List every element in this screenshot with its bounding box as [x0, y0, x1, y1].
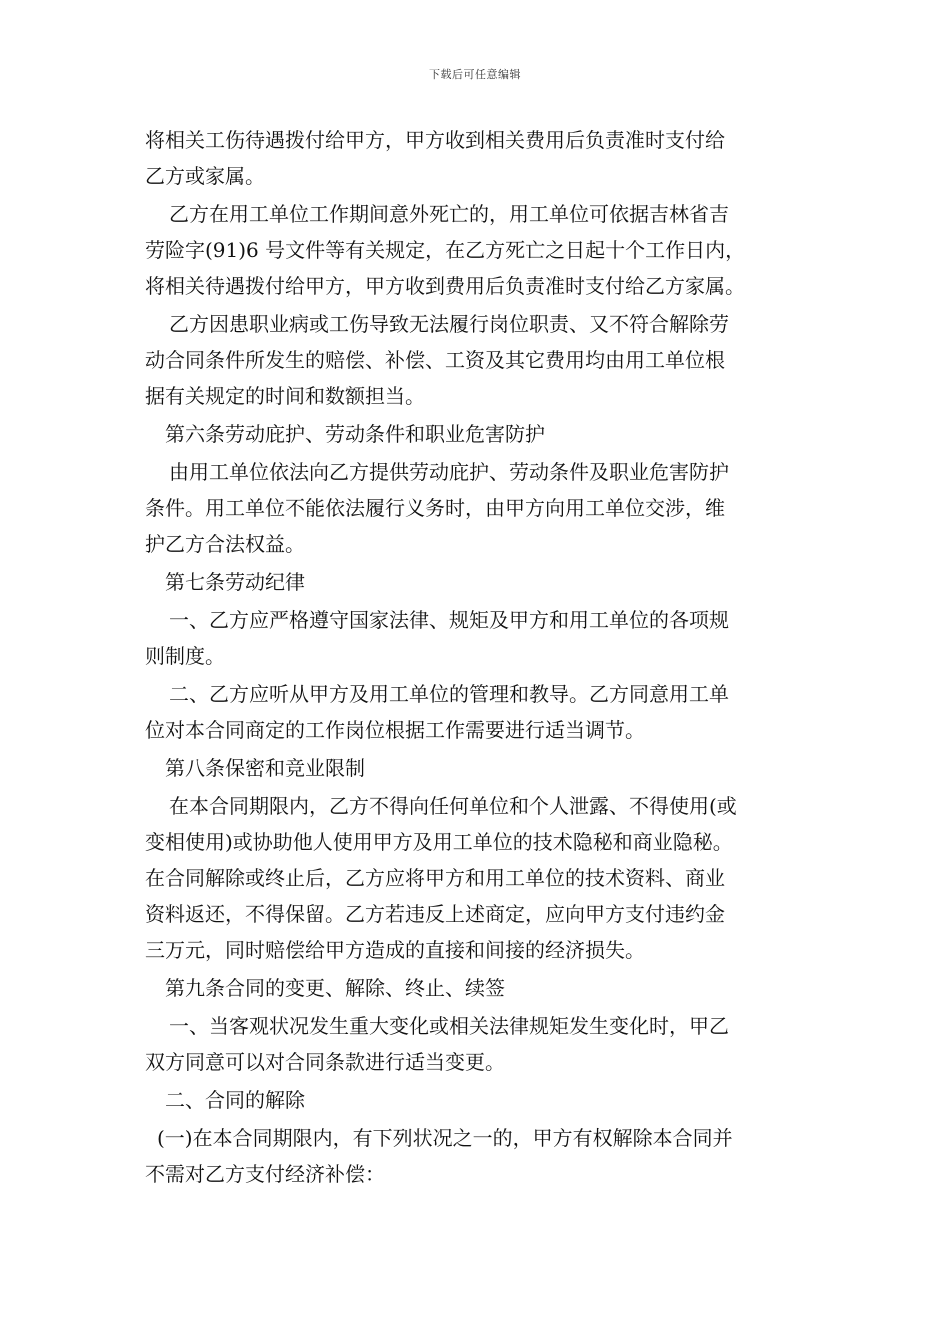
section-heading [145, 1082, 810, 1118]
text-line: 二、合同的解除 [165, 1088, 305, 1112]
text-line: 不需对乙方支付经济补偿： [145, 1162, 385, 1186]
paragraph [145, 122, 810, 194]
text-line: 位对本合同商定的工作岗位根据工作需要进行适当调节。 [145, 718, 645, 742]
text-line: 在合同解除或终止后，乙方应将甲方和用工单位的技术资料、商业 [145, 866, 725, 890]
section-heading [145, 564, 810, 600]
text-line: 将相关待遇拨付给甲方，甲方收到费用后负责准时支付给乙方家属。 [145, 274, 745, 298]
text-line: 资料返还，不得保留。乙方若违反上述商定，应向甲方支付违约金 [145, 902, 725, 926]
text-line: 护乙方合法权益。 [145, 532, 305, 556]
text-line: 二、乙方应听从甲方及用工单位的管理和教导。乙方同意用工单 [169, 682, 729, 706]
text-line: 乙方或家属。 [145, 164, 265, 188]
text-line: 则制度。 [145, 644, 225, 668]
text-line: 一、乙方应严格遵守国家法律、规矩及甲方和用工单位的各项规 [169, 608, 729, 632]
text-line: 第七条劳动纪律 [165, 570, 305, 594]
text-line: 第六条劳动庇护、劳动条件和职业危害防护 [165, 422, 545, 446]
text-line: 将相关工伤待遇拨付给甲方，甲方收到相关费用后负责准时支付给 [145, 128, 725, 152]
text-line: (一)在本合同期限内，有下列状况之一的，甲方有权解除本合同并 [157, 1126, 733, 1150]
paragraph [145, 788, 810, 968]
text-line: 动合同条件所发生的赔偿、补偿、工资及其它费用均由用工单位根 [145, 348, 725, 372]
text-line: 由用工单位依法向乙方提供劳动庇护、劳动条件及职业危害防护 [169, 460, 729, 484]
paragraph [145, 676, 810, 748]
text-line: 变相使用)或协助他人使用甲方及用工单位的技术隐秘和商业隐秘。 [145, 830, 733, 854]
text-line: 一、当客观状况发生重大变化或相关法律规矩发生变化时，甲乙 [169, 1014, 729, 1038]
paragraph [145, 1120, 810, 1192]
paragraph [145, 454, 810, 562]
paragraph [145, 196, 810, 304]
section-heading [145, 416, 810, 452]
document-body [145, 122, 810, 1192]
text-line: 劳险字(91)6 号文件等有关规定，在乙方死亡之日起十个工作日内， [145, 238, 746, 262]
text-line: 条件。用工单位不能依法履行义务时，由甲方向用工单位交涉，维 [145, 496, 725, 520]
paragraph [145, 306, 810, 414]
page-header: 下载后可任意编辑 [429, 68, 521, 81]
text-line: 在本合同期限内，乙方不得向任何单位和个人泄露、不得使用(或 [169, 794, 737, 818]
section-heading [145, 750, 810, 786]
section-heading [145, 970, 810, 1006]
paragraph [145, 1008, 810, 1080]
text-line: 第八条保密和竞业限制 [165, 756, 365, 780]
text-line: 乙方因患职业病或工伤导致无法履行岗位职责、又不符合解除劳 [169, 312, 729, 336]
text-line: 据有关规定的时间和数额担当。 [145, 384, 425, 408]
text-line: 第九条合同的变更、解除、终止、续签 [165, 976, 505, 1000]
text-line: 三万元，同时赔偿给甲方造成的直接和间接的经济损失。 [145, 938, 645, 962]
text-line: 乙方在用工单位工作期间意外死亡的，用工单位可依据吉林省吉 [169, 202, 729, 226]
text-line: 双方同意可以对合同条款进行适当变更。 [145, 1050, 505, 1074]
paragraph [145, 602, 810, 674]
